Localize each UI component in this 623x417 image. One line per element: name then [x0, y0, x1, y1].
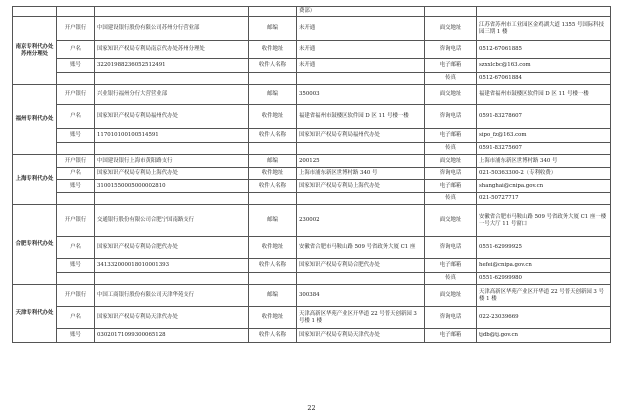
table-row [13, 105, 611, 129]
field-value: 中国建设银行股份有限公司苏州分行营业部 [95, 17, 249, 41]
field-value: 福建省福州市鼓楼区软件园 D 区 11 号楼一楼 [477, 85, 611, 105]
field-value: 国家知识产权局专利局合肥代办处 [297, 259, 425, 273]
field-value: 021-50363300-2（专利收费） [477, 168, 611, 180]
field-value: 中国工商银行股份有限公司天津华苑支行 [95, 285, 249, 307]
field-value: 0512-67061884 [477, 73, 611, 85]
field-label: 咨询电话 [425, 105, 477, 129]
field-value: 天津高新区华苑产业区开华道 22 号普天创新园 3 号楼 1 楼 [477, 285, 611, 307]
table-row [13, 329, 611, 343]
field-label: 户名 [57, 168, 95, 180]
office-name: 合肥专利代办处 [13, 205, 57, 285]
field-value: 国家知识产权局专利局福州代办处 [297, 129, 425, 143]
field-label: 收件人名称 [249, 59, 297, 73]
field-label: 传真 [425, 273, 477, 285]
field-label: 开户银行 [57, 205, 95, 237]
field-value: 江苏省苏州市工业园区金鸡湖大道 1355 号国际科技园三期 1 楼 [477, 17, 611, 41]
field-value: 天津高新区华苑产业区开华道 22 号普天创新园 3 号楼 1 楼 [297, 307, 425, 329]
field-value: 03020171099300065128 [95, 329, 249, 343]
field-label [249, 73, 297, 85]
field-label [249, 273, 297, 285]
field-label: 面交地址 [425, 85, 477, 105]
field-label: 传真 [425, 143, 477, 155]
field-value: 国家知识产权局专利局合肥代办处 [95, 237, 249, 259]
continuation-row [13, 7, 611, 17]
table-row [13, 155, 611, 168]
table-row [13, 285, 611, 307]
field-value: 117010100100514591 [95, 129, 249, 143]
field-value: 国家知识产权局专利局南京代办处苏州分理处 [95, 41, 249, 59]
field-label: 邮编 [249, 17, 297, 41]
field-value: shanghai@cnipa.gov.cn [477, 180, 611, 193]
field-label: 收件地址 [249, 307, 297, 329]
field-value: 未开通 [297, 59, 425, 73]
field-value: 300384 [297, 285, 425, 307]
field-value: 未开通 [297, 41, 425, 59]
field-label: 面交地址 [425, 285, 477, 307]
field-label: 邮编 [249, 205, 297, 237]
field-value: 341332000018010001393 [95, 259, 249, 273]
field-value: 未开通 [297, 17, 425, 41]
field-label: 电子邮箱 [425, 259, 477, 273]
field-value: 上海市浦东新区世博村路 340 号 [477, 155, 611, 168]
table-row [13, 237, 611, 259]
office-name: 福州专利代办处 [13, 85, 57, 155]
table-row [13, 180, 611, 193]
field-value: 国家知识产权局专利局天津代办处 [297, 329, 425, 343]
field-label [57, 143, 95, 155]
field-label: 电子邮箱 [425, 59, 477, 73]
field-value: 0591-83278607 [477, 105, 611, 129]
field-value [297, 73, 425, 85]
office-name: 南京专利代办处苏州分理处 [13, 17, 57, 85]
field-label: 收件人名称 [249, 259, 297, 273]
field-value: 022-23039669 [477, 307, 611, 329]
table-row [13, 193, 611, 205]
field-value [297, 273, 425, 285]
field-value: 021-50727717 [477, 193, 611, 205]
field-label: 账号 [57, 129, 95, 143]
table-row [13, 129, 611, 143]
field-value: 31001550005000002810 [95, 180, 249, 193]
field-label: 邮编 [249, 285, 297, 307]
field-label [249, 143, 297, 155]
office-name: 天津专利代办处 [13, 285, 57, 343]
field-label: 开户银行 [57, 17, 95, 41]
field-label: 咨询电话 [425, 237, 477, 259]
office-name: 上海专利代办处 [13, 155, 57, 205]
field-label: 面交地址 [425, 155, 477, 168]
field-value: 230002 [297, 205, 425, 237]
field-value: 国家知识产权局专利局福州代办处 [95, 105, 249, 129]
table-row [13, 143, 611, 155]
field-label: 电子邮箱 [425, 129, 477, 143]
field-value [95, 143, 249, 155]
field-label: 面交地址 [425, 17, 477, 41]
table-row [13, 307, 611, 329]
field-label: 户名 [57, 307, 95, 329]
field-label: 邮编 [249, 85, 297, 105]
field-value: 中国建设银行上海市黄阳路支行 [95, 155, 249, 168]
page-number: 22 [307, 404, 316, 412]
field-label: 收件地址 [249, 168, 297, 180]
table-row [13, 59, 611, 73]
field-value: 兴业银行福州分行大营营业部 [95, 85, 249, 105]
fee-payment-offices-table [12, 6, 611, 343]
field-value: 国家知识产权局专利局上海代办处 [297, 180, 425, 193]
field-value: 安徽省合肥市马鞍山路 509 号省政务大厦 C1 座 [297, 237, 425, 259]
field-label: 开户银行 [57, 285, 95, 307]
table-row [13, 41, 611, 59]
field-label: 账号 [57, 180, 95, 193]
field-value: tjdb@tj.gov.cn [477, 329, 611, 343]
field-value: 国家知识产权局专利局上海代办处 [95, 168, 249, 180]
field-label: 户名 [57, 41, 95, 59]
table-row [13, 259, 611, 273]
field-value [95, 73, 249, 85]
field-value [297, 143, 425, 155]
fee-dept-continuation: 费部） [297, 7, 425, 17]
field-label: 邮编 [249, 155, 297, 168]
field-label: 户名 [57, 237, 95, 259]
field-label: 账号 [57, 329, 95, 343]
table-row [13, 273, 611, 285]
table-row [13, 205, 611, 237]
table-row [13, 85, 611, 105]
field-label: 开户银行 [57, 155, 95, 168]
field-value: 32201988236052512491 [95, 59, 249, 73]
field-value: 上海市浦东新区世博村路 340 号 [297, 168, 425, 180]
field-value: hefei@cnipa.gov.cn [477, 259, 611, 273]
field-label: 收件地址 [249, 237, 297, 259]
field-value: 福建省福州市鼓楼区软件园 D 区 11 号楼一楼 [297, 105, 425, 129]
field-label [249, 193, 297, 205]
field-value: 0551-62999980 [477, 273, 611, 285]
field-label: 传真 [425, 73, 477, 85]
field-label: 收件地址 [249, 41, 297, 59]
field-label: 账号 [57, 259, 95, 273]
field-value: 0512-67061885 [477, 41, 611, 59]
field-label: 开户银行 [57, 85, 95, 105]
field-label: 面交地址 [425, 205, 477, 237]
field-label [57, 193, 95, 205]
field-label: 收件地址 [249, 105, 297, 129]
field-label: 咨询电话 [425, 41, 477, 59]
table-row [13, 73, 611, 85]
field-value: 交通银行股份有限公司合肥宁国南路支行 [95, 205, 249, 237]
field-value: 200125 [297, 155, 425, 168]
field-label: 咨询电话 [425, 168, 477, 180]
field-label [57, 73, 95, 85]
field-value: 国家知识产权局专利局天津代办处 [95, 307, 249, 329]
field-label: 收件人名称 [249, 180, 297, 193]
field-value: sipo_fz@163.com [477, 129, 611, 143]
field-label: 咨询电话 [425, 307, 477, 329]
field-value: 安徽省合肥市马鞍山路 509 号省政务大厦 C1 座一楼一号大厅 11 号窗口 [477, 205, 611, 237]
field-value: 0551-62999925 [477, 237, 611, 259]
field-label: 电子邮箱 [425, 329, 477, 343]
field-value: szxxlcbc@163.com [477, 59, 611, 73]
field-value [95, 273, 249, 285]
field-label: 账号 [57, 59, 95, 73]
field-value [95, 193, 249, 205]
field-label: 传真 [425, 193, 477, 205]
field-value: 350003 [297, 85, 425, 105]
table-row [13, 168, 611, 180]
table-row [13, 17, 611, 41]
field-value [297, 193, 425, 205]
field-label: 收件人名称 [249, 329, 297, 343]
field-label: 电子邮箱 [425, 180, 477, 193]
field-label: 户名 [57, 105, 95, 129]
field-label: 收件人名称 [249, 129, 297, 143]
field-value: 0591-83275607 [477, 143, 611, 155]
field-label [57, 273, 95, 285]
